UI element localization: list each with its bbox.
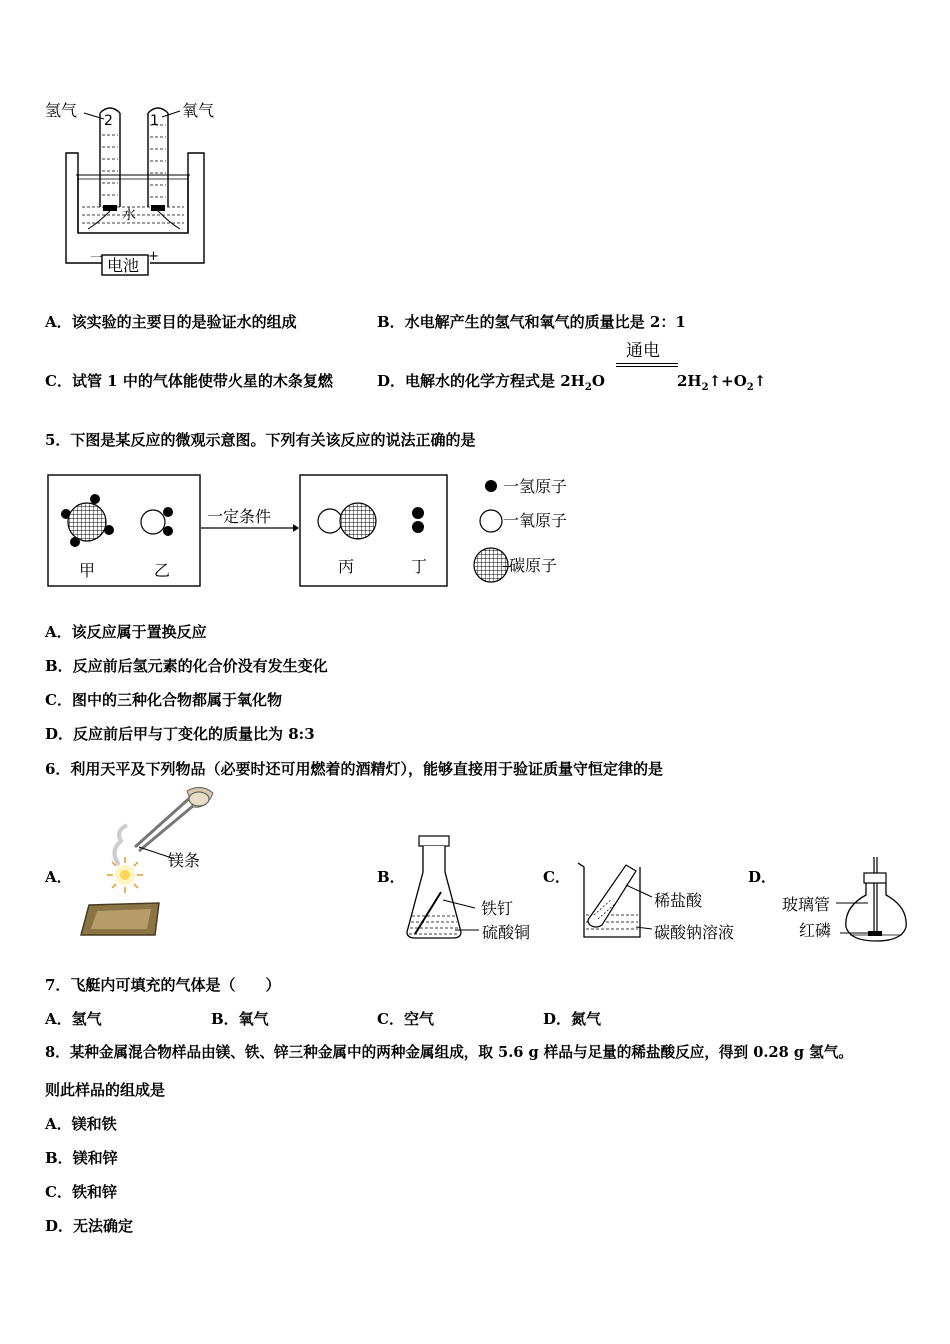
battery-plus-label: + (148, 249, 159, 264)
q8-stem-line-1: 8．某种金属混合物样品由镁、铁、锌三种金属中的两种金属组成，取 5.6 g 样品与足量的稀盐酸反应，得到 0.28 g 氢气。 (45, 1044, 853, 1061)
oxygen-label: 氧气 (182, 101, 215, 120)
q8-stem-line-2: 则此样品的组成是 (45, 1081, 166, 1099)
legend-c-label: 碳原子 (509, 556, 558, 575)
tube-2-label: 2 (104, 113, 113, 129)
equation-bar-top (616, 363, 678, 364)
q4-option-d-mid: O (591, 372, 605, 390)
q6-option-d: D． (748, 868, 777, 886)
q6-option-a: A． (45, 868, 72, 886)
q7-stem: 7．飞艇内可填充的气体是（ ） (45, 976, 281, 994)
q8-option-d: D．无法确定 (45, 1217, 134, 1235)
q5-stem: 5．下图是某反应的微观示意图。下列有关该反应的说法正确的是 (45, 431, 476, 449)
q7-option-a: A．氢气 (45, 1010, 102, 1028)
legend-h-label: 一氢原子 (503, 477, 568, 496)
q5-option-b: B．反应前后氢元素的化合价没有发生变化 (45, 657, 328, 675)
eq-part-1: 2H (677, 372, 702, 390)
q6-stem: 6．利用天平及下列物品（必要时还可用燃着的酒精灯），能够直接用于验证质量守恒定律的是 (45, 760, 663, 778)
q4-option-c: C．试管 1 中的气体能使带火星的木条复燃 (45, 372, 333, 390)
q6-option-c: C． (543, 868, 570, 886)
label-jia: 甲 (79, 561, 96, 580)
copper-sulfate-label: 硫酸铜 (482, 923, 531, 942)
legend-c-dash (503, 566, 511, 567)
bing-c-atom (340, 503, 376, 539)
equation-bar-bottom (616, 366, 678, 367)
label-yi: 乙 (154, 561, 171, 580)
battery-minus-label: 一 (90, 251, 104, 266)
ding-h-atom-2 (412, 521, 424, 533)
q8-option-b: B．镁和锌 (45, 1149, 118, 1167)
label-bing: 丙 (338, 557, 355, 576)
eq-sub-2: 2 (746, 382, 754, 393)
hydrochloric-acid-label: 稀盐酸 (654, 891, 703, 910)
q6-option-b: B． (377, 868, 405, 886)
tube-1-label: 1 (150, 113, 159, 129)
eq-part-2: ↑+O (708, 372, 747, 390)
label-ding: 丁 (411, 557, 428, 576)
water-label: 水 (122, 207, 136, 223)
q8-option-c: C．铁和锌 (45, 1183, 117, 1201)
battery-label: 电池 (107, 256, 140, 275)
q4-option-b: B．水电解产生的氢气和氧气的质量比是 2：1 (377, 313, 686, 331)
sodium-carbonate-label: 碳酸钠溶液 (654, 923, 735, 942)
q8-option-a: A．镁和铁 (45, 1115, 117, 1133)
reaction-condition: 通电 (626, 341, 660, 361)
eq-part-3: ↑ (753, 372, 767, 390)
yi-h-atom-2 (163, 526, 173, 536)
magnesium-burning-figure (75, 785, 225, 935)
red-phosphorus-label: 红磷 (799, 921, 832, 940)
bing-o-atom (318, 509, 342, 533)
legend-c-atom (474, 548, 508, 582)
q4-option-d-prefix: D．电解水的化学方程式是 2H (377, 372, 585, 390)
q5-option-c: C．图中的三种化合物都属于氧化物 (45, 691, 282, 709)
yi-h-atom-1 (163, 507, 173, 517)
eq-sub-1: 2 (701, 382, 709, 393)
legend-o-atom (480, 510, 502, 532)
q5-option-a: A．该反应属于置换反应 (45, 623, 207, 641)
reaction-condition-label: 一定条件 (207, 507, 272, 526)
jia-c-atom (68, 503, 106, 541)
q4-option-a: A．该实验的主要目的是验证水的组成 (45, 313, 297, 331)
legend-o-label: 一氧原子 (503, 511, 568, 530)
q5-option-d: D．反应前后甲与丁变化的质量比为 8:3 (45, 725, 315, 743)
q7-option-b: B．氧气 (211, 1010, 269, 1028)
legend-h-atom (485, 480, 497, 492)
iron-nail-label: 铁钉 (481, 899, 514, 918)
q4-option-d (377, 372, 605, 397)
yi-o-atom (141, 510, 165, 534)
q7-option-d: D．氮气 (543, 1010, 602, 1028)
hydrogen-label: 氢气 (45, 101, 78, 120)
ding-h-atom-1 (412, 507, 424, 519)
magnesium-label: 镁条 (168, 851, 201, 870)
q7-option-c: C．空气 (377, 1010, 434, 1028)
phosphorus-flask-figure (840, 855, 920, 945)
equation-products (677, 372, 766, 397)
q4-option-d-sub: 2 (584, 382, 592, 393)
glass-tube-label: 玻璃管 (782, 895, 831, 914)
jia-h-atom-2 (90, 494, 100, 504)
